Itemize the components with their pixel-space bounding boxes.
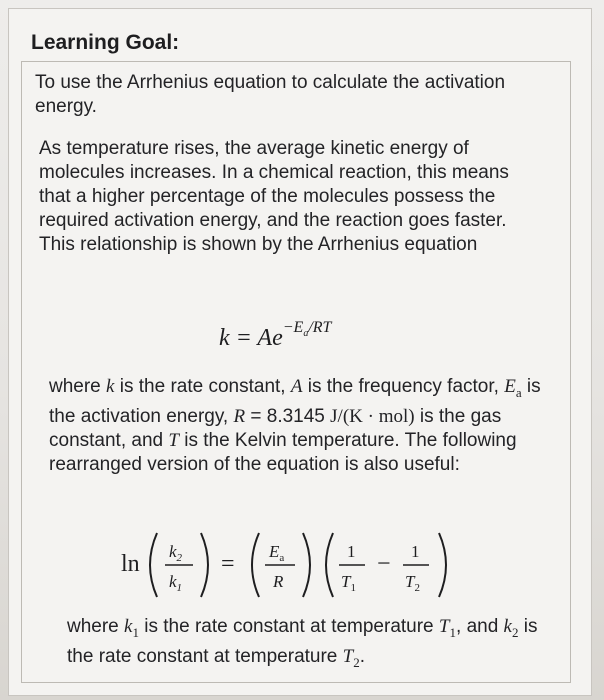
rearranged-equation-svg <box>121 525 501 605</box>
svg-text:T1: $T_1$ <box>341 572 356 594</box>
svg-text:1: 1 <box>411 542 420 561</box>
svg-text:Ea: $E_a$ <box>269 542 285 564</box>
svg-text:k2: $k_2$ <box>169 542 183 564</box>
svg-text:T2: $T_2$ <box>405 572 420 594</box>
svg-text:ln: ln <box>121 551 140 577</box>
intro-paragraph: As temperature rises, the average kinetic energy of molecules increases. In a chemical reaction, this means that a higher percentage of the molecules possess the required activation energy, and the reaction goes faster. This relationship is shown by the Arrhenius equation <box>39 138 509 255</box>
learning-goal-heading: Learning Goal: <box>31 31 180 54</box>
svg-text:=: = <box>221 551 235 577</box>
svg-text:−: − <box>377 551 391 577</box>
learning-goal-card <box>8 8 592 696</box>
svg-text:k1: $k_1$ <box>169 572 183 594</box>
where2-paragraph: where $k_1$ is the rate constant at temperature $T_1$, and $k_2$ is the rate constant at temperature $T_2$. <box>67 616 538 670</box>
goal-text: To use the Arrhenius equation to calculate the activation energy. <box>35 72 506 117</box>
svg-text:R: R <box>273 572 284 591</box>
where-paragraph: where k is the rate constant, A is the frequency factor, $E_a$ is the activation energy, R = 8.3145 J/(K · mol) is the gas constant, and T is the Kelvin temperature. The following rearranged version of the equation is also useful: <box>49 376 541 475</box>
svg-text:1: 1 <box>347 542 356 561</box>
rearranged-equation <box>121 525 501 605</box>
arrhenius-equation: $k = Ae^{-E_a/RT}$ <box>219 319 332 351</box>
